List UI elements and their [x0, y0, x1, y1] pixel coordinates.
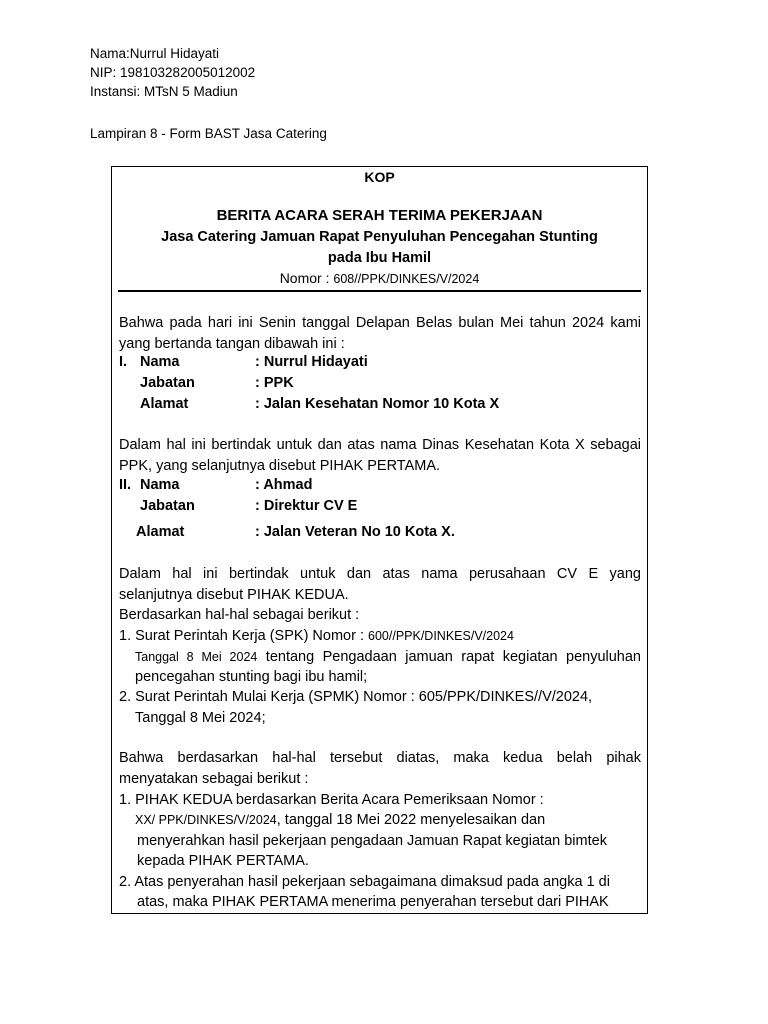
basis-heading: Berdasarkan hal-hal sebagai berikut : [119, 607, 360, 623]
statement1-line3: menyerahkan hasil pekerjaan pengadaan Jamuan Rapat kegiatan bimtek [137, 833, 607, 849]
bast-form [111, 166, 648, 914]
basis-item2-line1: 2. Surat Perintah Mulai Kerja (SPMK) Nomor : 605/PPK/DINKES//V/2024, [119, 689, 593, 705]
document-subtitle-line1: Jasa Catering Jamuan Rapat Penyuluhan Pencegahan Stunting [161, 229, 598, 245]
basis-item1-line2 [135, 647, 641, 668]
attachment-label: Lampiran 8 - Form BAST Jasa Catering [90, 126, 327, 141]
statement-intro-line2: menyatakan sebagai berikut : [119, 771, 309, 787]
letterhead-placeholder: KOP [364, 169, 395, 185]
party2-address-value: : Jalan Veteran No 10 Kota X. [255, 524, 455, 540]
party1-position-value: : PPK [255, 375, 294, 391]
party2-number: II. [119, 477, 132, 493]
basis-item1-subject: tentang Pengadaan jamuan rapat kegiatan penyuluhan [257, 649, 641, 665]
author-name: Nama:Nurrul Hidayati [90, 46, 220, 61]
document-number-label: Nomor : [279, 270, 334, 286]
basis-item1-date: Tanggal 8 Mei 2024 [135, 650, 258, 664]
title-divider [118, 290, 641, 292]
intro-line1: Bahwa pada hari ini Senin tanggal Delapan Belas bulan Mei tahun 2024 kami [119, 315, 641, 331]
document-number-value: 608//PPK/DINKES/V/2024 [333, 272, 480, 286]
author-header [90, 44, 255, 101]
intro-line2: yang bertanda tangan dibawah ini : [119, 336, 345, 352]
party2-position-label: Jabatan [140, 498, 195, 514]
statement1-line4: kepada PIHAK PERTAMA. [137, 853, 309, 869]
party2-position-value: : Direktur CV E [255, 498, 358, 514]
statement1-date-text: , tanggal 18 Mei 2022 menyelesaikan dan [276, 812, 546, 828]
author-institution: Instansi: MTsN 5 Madiun [90, 84, 238, 99]
statement1-line1: 1. PIHAK KEDUA berdasarkan Berita Acara Pemeriksaan Nomor : [119, 792, 544, 808]
basis-item1-line3: pencegahan stunting bagi ibu hamil; [135, 669, 368, 685]
party2-name-label: Nama [140, 477, 180, 493]
party2-address-label: Alamat [136, 524, 185, 540]
basis-item1-prefix: 1. Surat Perintah Kerja (SPK) Nomor : [119, 628, 369, 644]
document-subtitle-line2: pada Ibu Hamil [327, 250, 432, 266]
party2-description-line2: selanjutnya disebut PIHAK KEDUA. [119, 587, 349, 603]
party1-name-label: Nama [140, 354, 180, 370]
statement2-line2: atas, maka PIHAK PERTAMA menerima penyerahan tersebut dari PIHAK [137, 894, 609, 910]
party1-number: I. [119, 354, 128, 370]
basis-item2-line2: Tanggal 8 Mei 2024; [135, 710, 266, 726]
party1-address-label: Alamat [140, 396, 189, 412]
party1-position-label: Jabatan [140, 375, 195, 391]
author-nip: NIP: 198103282005012002 [90, 65, 256, 80]
document-title: BERITA ACARA SERAH TERIMA PEKERJAAN [216, 207, 543, 224]
party2-name-value: : Ahmad [255, 477, 313, 493]
party2-description-line1: Dalam hal ini bertindak untuk dan atas nama perusahaan CV E yang [119, 566, 641, 582]
party1-description-line2: PPK, yang selanjutnya disebut PIHAK PERTAMA. [119, 458, 441, 474]
statement-intro-line1: Bahwa berdasarkan hal-hal tersebut diatas, maka kedua belah pihak [119, 750, 641, 766]
statement1-bap-number: XX/ PPK/DINKES/V/2024 [135, 813, 277, 827]
basis-item1-number: 600//PPK/DINKES/V/2024 [368, 629, 514, 643]
document-number [112, 270, 647, 286]
statement2-line1: 2. Atas penyerahan hasil pekerjaan sebagaimana dimaksud pada angka 1 di [119, 874, 610, 890]
statement1-line2 [135, 810, 641, 831]
party1-name-value: : Nurrul Hidayati [255, 354, 368, 370]
party1-address-value: : Jalan Kesehatan Nomor 10 Kota X [255, 396, 500, 412]
party1-description-line1: Dalam hal ini bertindak untuk dan atas nama Dinas Kesehatan Kota X sebagai [119, 437, 641, 453]
basis-item1-line1 [119, 626, 641, 647]
